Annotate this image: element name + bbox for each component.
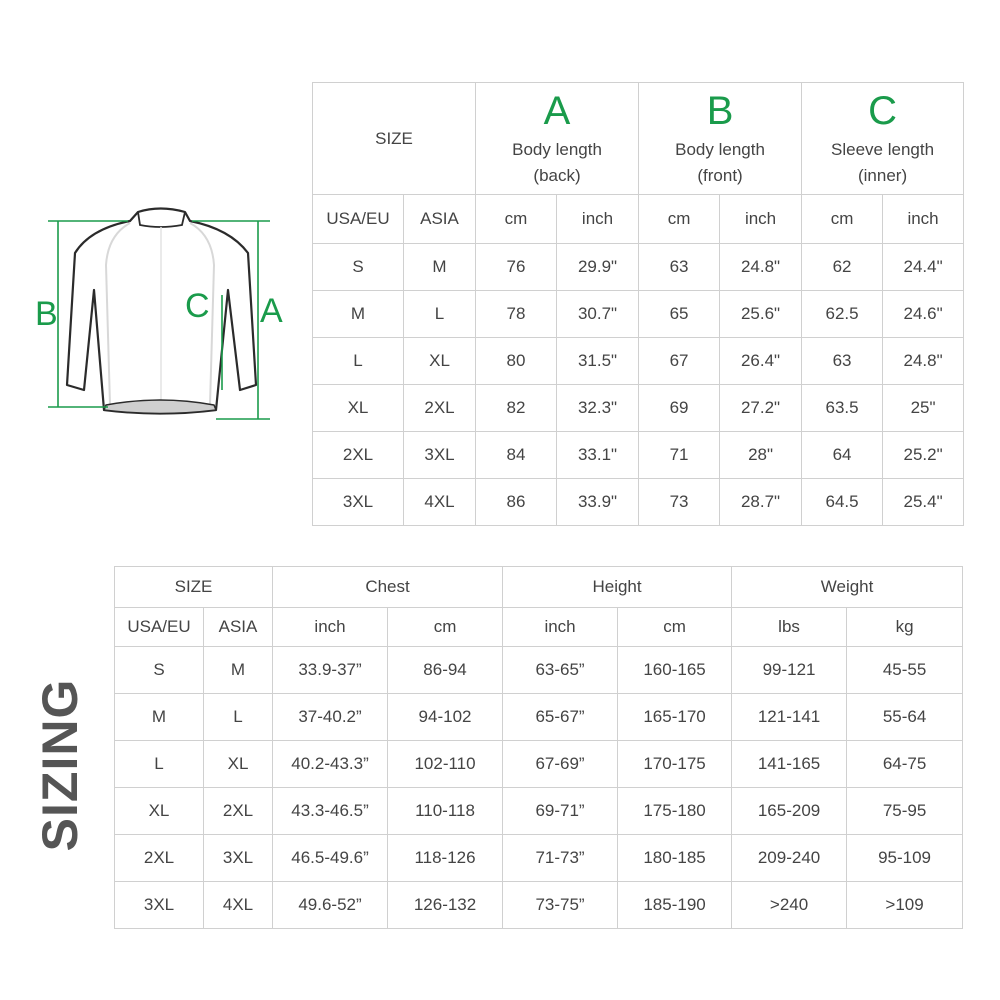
column-title: Sleeve length	[831, 139, 935, 159]
table-cell: 78	[476, 291, 557, 338]
table-cell: 180-185	[618, 835, 732, 882]
table-cell: M	[404, 244, 476, 291]
table-cell: 29.9"	[557, 244, 639, 291]
table-cell: 33.9-37”	[273, 647, 388, 694]
table-cell: 62.5	[802, 291, 883, 338]
table-cell: 55-64	[847, 694, 963, 741]
column-header-b	[639, 83, 802, 195]
table-cell: 33.1"	[557, 432, 639, 479]
table-row	[115, 788, 963, 835]
table-cell: 102-110	[388, 741, 503, 788]
table-cell: 37-40.2”	[273, 694, 388, 741]
table-cell: 118-126	[388, 835, 503, 882]
group-header-height: Height	[503, 567, 732, 608]
table-cell: 2XL	[115, 835, 204, 882]
table-cell: 73-75”	[503, 882, 618, 929]
table-cell: 165-170	[618, 694, 732, 741]
table-cell: 64	[802, 432, 883, 479]
table-row	[313, 432, 964, 479]
table-cell: XL	[404, 338, 476, 385]
table-cell: 209-240	[732, 835, 847, 882]
table-cell: 3XL	[204, 835, 273, 882]
table-cell: 24.8"	[720, 244, 802, 291]
column-title: Body length	[512, 139, 602, 159]
subheader-cell: kg	[847, 608, 963, 647]
table-cell: 46.5-49.6”	[273, 835, 388, 882]
table-cell: 80	[476, 338, 557, 385]
table-cell: L	[204, 694, 273, 741]
table-cell: 63	[802, 338, 883, 385]
table-cell: 63-65”	[503, 647, 618, 694]
subheader-cell: inch	[557, 195, 639, 244]
table-cell: 32.3"	[557, 385, 639, 432]
table-cell: 2XL	[313, 432, 404, 479]
table-cell: 99-121	[732, 647, 847, 694]
table-cell: 27.2"	[720, 385, 802, 432]
table-row	[313, 338, 964, 385]
table-cell: 75-95	[847, 788, 963, 835]
column-subtitle: (back)	[533, 165, 581, 185]
table-cell: 25.2"	[883, 432, 964, 479]
table-cell: M	[115, 694, 204, 741]
table-cell: 71	[639, 432, 720, 479]
table-row	[313, 479, 964, 526]
table-cell: 86	[476, 479, 557, 526]
table-cell: S	[115, 647, 204, 694]
table-cell: 63.5	[802, 385, 883, 432]
table-cell: 3XL	[115, 882, 204, 929]
table-cell: 82	[476, 385, 557, 432]
subheader-cell: cm	[618, 608, 732, 647]
table-row	[313, 291, 964, 338]
table-cell: 84	[476, 432, 557, 479]
table-cell: 25"	[883, 385, 964, 432]
group-header-chest: Chest	[273, 567, 503, 608]
table-cell: L	[313, 338, 404, 385]
table-row	[115, 741, 963, 788]
table-cell: 3XL	[313, 479, 404, 526]
table-cell: 43.3-46.5”	[273, 788, 388, 835]
subheader-cell: USA/EU	[313, 195, 404, 244]
subheader-cell: inch	[503, 608, 618, 647]
table-cell: 25.4"	[883, 479, 964, 526]
table-cell: 185-190	[618, 882, 732, 929]
table-cell: 4XL	[204, 882, 273, 929]
size-header: SIZE	[115, 567, 273, 608]
table-cell: 71-73”	[503, 835, 618, 882]
table-cell: 25.6"	[720, 291, 802, 338]
table-cell: 30.7"	[557, 291, 639, 338]
body-table-body	[115, 647, 963, 929]
table-cell: 65	[639, 291, 720, 338]
subheader-cell: cm	[388, 608, 503, 647]
table-cell: 76	[476, 244, 557, 291]
subheader-cell: ASIA	[404, 195, 476, 244]
table-cell: 86-94	[388, 647, 503, 694]
garment-measurement-table	[312, 82, 964, 526]
table-cell: XL	[115, 788, 204, 835]
size-header: SIZE	[313, 83, 476, 195]
table-cell: 95-109	[847, 835, 963, 882]
table-subheader-row	[115, 608, 963, 647]
table-cell: L	[115, 741, 204, 788]
table-cell: 26.4"	[720, 338, 802, 385]
table-row	[115, 835, 963, 882]
table-cell: 175-180	[618, 788, 732, 835]
column-subtitle: (front)	[697, 165, 743, 185]
table-cell: 63	[639, 244, 720, 291]
subheader-cell: cm	[639, 195, 720, 244]
table-cell: 3XL	[404, 432, 476, 479]
table-cell: 69	[639, 385, 720, 432]
subheader-cell: cm	[476, 195, 557, 244]
table-cell: L	[404, 291, 476, 338]
table-cell: 67-69”	[503, 741, 618, 788]
table-row	[115, 694, 963, 741]
table-cell: 62	[802, 244, 883, 291]
dimension-label-c: C	[185, 287, 210, 325]
table-cell: M	[313, 291, 404, 338]
table-cell: 141-165	[732, 741, 847, 788]
table-cell: 2XL	[404, 385, 476, 432]
garment-table-body	[313, 244, 964, 526]
subheader-cell: cm	[802, 195, 883, 244]
jersey-diagram	[30, 195, 300, 435]
table-cell: 110-118	[388, 788, 503, 835]
table-cell: 24.6"	[883, 291, 964, 338]
table-header-row	[115, 567, 963, 608]
dimension-label-a: A	[260, 292, 283, 330]
column-header-a	[476, 83, 639, 195]
table-cell: 165-209	[732, 788, 847, 835]
table-header-row	[313, 83, 964, 195]
table-cell: 31.5"	[557, 338, 639, 385]
table-cell: XL	[313, 385, 404, 432]
column-letter: A	[543, 88, 571, 133]
table-cell: 64.5	[802, 479, 883, 526]
sizing-title: SIZING	[32, 678, 88, 852]
table-cell: 67	[639, 338, 720, 385]
table-cell: 45-55	[847, 647, 963, 694]
table-cell: 24.4"	[883, 244, 964, 291]
table-cell: S	[313, 244, 404, 291]
table-cell: XL	[204, 741, 273, 788]
table-cell: 49.6-52”	[273, 882, 388, 929]
subheader-cell: USA/EU	[115, 608, 204, 647]
table-cell: 126-132	[388, 882, 503, 929]
table-cell: 121-141	[732, 694, 847, 741]
table-cell: >240	[732, 882, 847, 929]
subheader-cell: inch	[720, 195, 802, 244]
group-header-weight: Weight	[732, 567, 963, 608]
body-size-table	[114, 566, 963, 929]
column-subtitle: (inner)	[857, 165, 908, 185]
table-cell: 73	[639, 479, 720, 526]
table-row	[115, 647, 963, 694]
table-cell: 2XL	[204, 788, 273, 835]
column-letter: B	[706, 88, 734, 133]
table-cell: M	[204, 647, 273, 694]
table-row	[313, 244, 964, 291]
table-cell: 64-75	[847, 741, 963, 788]
table-cell: 33.9"	[557, 479, 639, 526]
column-letter: C	[868, 88, 897, 133]
column-header-c	[802, 83, 964, 195]
table-cell: 28.7"	[720, 479, 802, 526]
table-row	[313, 385, 964, 432]
table-cell: 40.2-43.3”	[273, 741, 388, 788]
table-row	[115, 882, 963, 929]
subheader-cell: inch	[883, 195, 964, 244]
subheader-cell: inch	[273, 608, 388, 647]
column-title: Body length	[675, 139, 765, 159]
table-cell: 4XL	[404, 479, 476, 526]
table-cell: 24.8"	[883, 338, 964, 385]
table-cell: 69-71”	[503, 788, 618, 835]
table-cell: 170-175	[618, 741, 732, 788]
side-title-container	[30, 670, 90, 860]
table-cell: 160-165	[618, 647, 732, 694]
table-subheader-row	[313, 195, 964, 244]
table-cell: 28"	[720, 432, 802, 479]
table-cell: 65-67”	[503, 694, 618, 741]
subheader-cell: lbs	[732, 608, 847, 647]
table-cell: >109	[847, 882, 963, 929]
table-cell: 94-102	[388, 694, 503, 741]
subheader-cell: ASIA	[204, 608, 273, 647]
dimension-label-b: B	[35, 295, 58, 333]
